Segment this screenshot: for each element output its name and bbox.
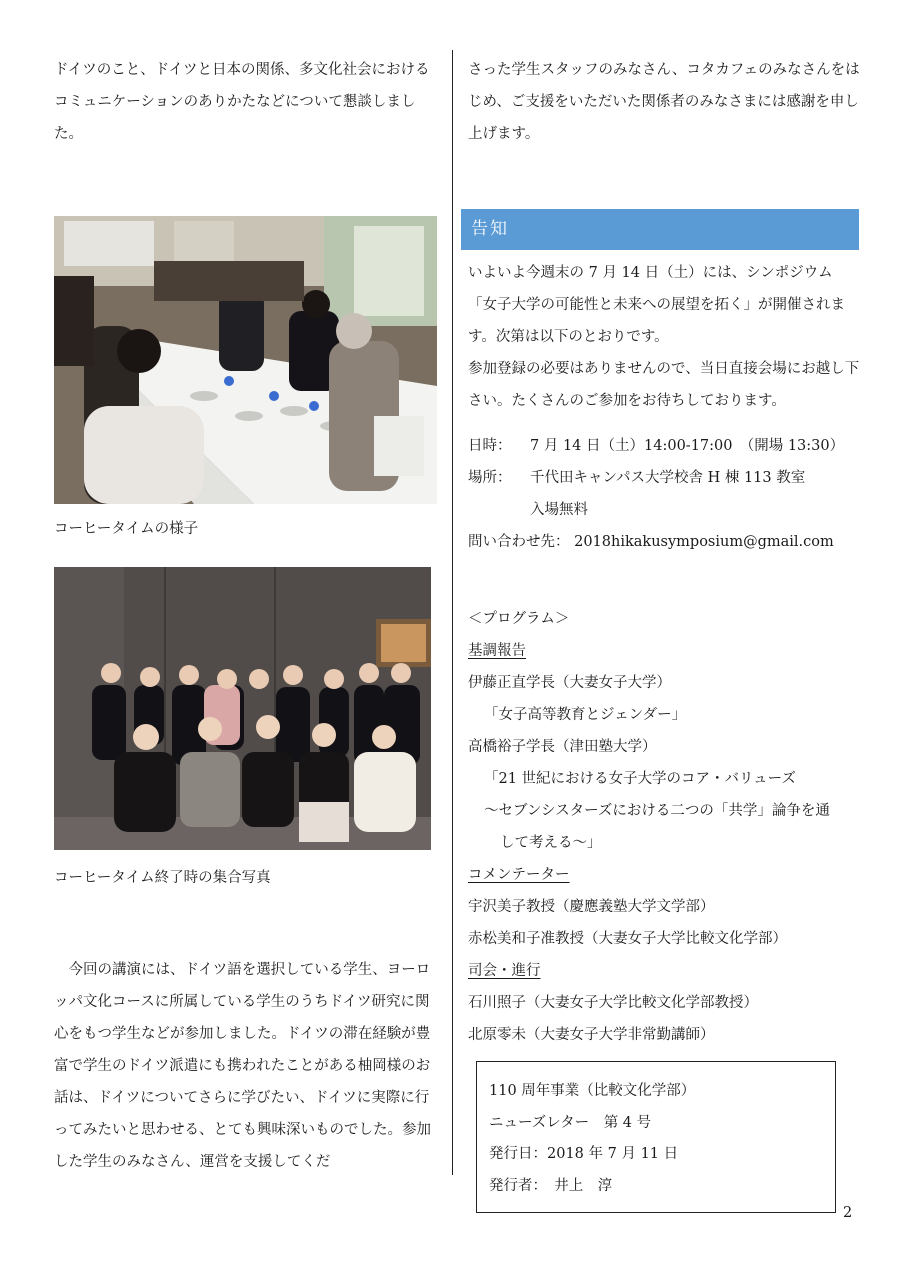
program-heading: ＜プログラム＞ xyxy=(468,611,570,627)
keynote2-title-line3: して考える～」 xyxy=(500,835,602,851)
keynote2-title-line2: ～セブンシスターズにおける二つの「共学」論争を通 xyxy=(484,803,830,819)
colophon-line-4: 発行者： 井上 淳 xyxy=(489,1177,613,1194)
place-row: 場所： 千代田キャンパス大学校舎 H 棟 113 教室 xyxy=(468,470,806,486)
coffee-time-photo xyxy=(54,216,437,504)
photo1-caption: コーヒータイムの様子 xyxy=(54,521,199,537)
contact-row: 問い合わせ先： 2018hikakusymposium@gmail.com xyxy=(468,534,834,550)
notice-section xyxy=(468,257,860,417)
program-section xyxy=(468,603,860,1051)
keynote-heading: 基調報告 xyxy=(468,643,526,659)
colophon-line-3: 発行日：2018 年 7 月 11 日 xyxy=(489,1146,679,1162)
fee-row: 入場無料 xyxy=(530,502,588,518)
moderator-1: 石川照子（大妻女子大学比較文化学部教授） xyxy=(468,995,758,1011)
thanks-paragraph: さった学生スタッフのみなさん、コタカフェのみなさんをはじめ、ご支援をいただいた関係者のみなさまには感謝を申し上げます。 xyxy=(468,62,860,142)
colophon-box xyxy=(476,1061,836,1213)
contact-email: 2018hikakusymposium@gmail.com xyxy=(574,534,834,550)
page-number: 2 xyxy=(843,1205,853,1221)
keynote1-speaker: 伊藤正直学長（大妻女子大学） xyxy=(468,675,671,691)
group-photo xyxy=(54,567,431,850)
column-divider xyxy=(452,50,453,1175)
colophon-line-1: 110 周年事業（比較文化学部） xyxy=(489,1083,696,1099)
keynote2-title-line1: 「21 世紀における女子大学のコア・バリューズ xyxy=(484,771,796,787)
moderator-heading: 司会・進行 xyxy=(468,963,541,979)
commentator-2: 赤松美和子准教授（大妻女子大学比較文化学部） xyxy=(468,931,787,947)
datetime-row: 日時： 7 月 14 日（土）14:00-17:00 （開場 13:30） xyxy=(468,438,845,454)
keynote2-speaker: 高橋裕子学長（津田塾大学） xyxy=(468,739,657,755)
photo2-caption: コーヒータイム終了時の集合写真 xyxy=(54,870,271,886)
commentator-heading: コメンテーター xyxy=(468,867,570,883)
notice-heading: 告知 xyxy=(461,209,859,250)
intro-paragraph: ドイツのこと、ドイツと日本の関係、多文化社会におけるコミュニケーションのありかたなどについて懇談しました。 xyxy=(54,62,430,142)
colophon-line-2: ニューズレター 第 4 号 xyxy=(489,1114,652,1131)
keynote1-title: 「女子高等教育とジェンダー」 xyxy=(484,707,687,723)
body-paragraph: 今回の講演には、ドイツ語を選択している学生、ヨーロッパ文化コースに所属している学生のうちドイツ研究に関心をもつ学生などが参加しました。ドイツの滞在経験が豊富で学生のドイツ派遣にも携われたことがある柚岡様のお話は、ドイツについてさらに学びたい、ドイツに実際に行ってみたいと思わせる、とても興味深いものでした。参加した学生のみなさん、運営を支援してくだ xyxy=(54,962,431,1170)
commentator-1: 宇沢美子教授（慶應義塾大学文学部） xyxy=(468,899,715,915)
notice-paragraph-2: 参加登録の必要はありませんので、当日直接会場にお越し下さい。たくさんのご参加をお待ちしております。 xyxy=(468,361,860,409)
moderator-2: 北原零未（大妻女子大学非常勤講師） xyxy=(468,1027,715,1043)
notice-paragraph-1: いよいよ今週末の 7 月 14 日（土）には、シンポジウム「女子大学の可能性と未来への展望を拓く」が開催されます。次第は以下のとおりです。 xyxy=(468,265,845,345)
event-details xyxy=(468,430,860,558)
